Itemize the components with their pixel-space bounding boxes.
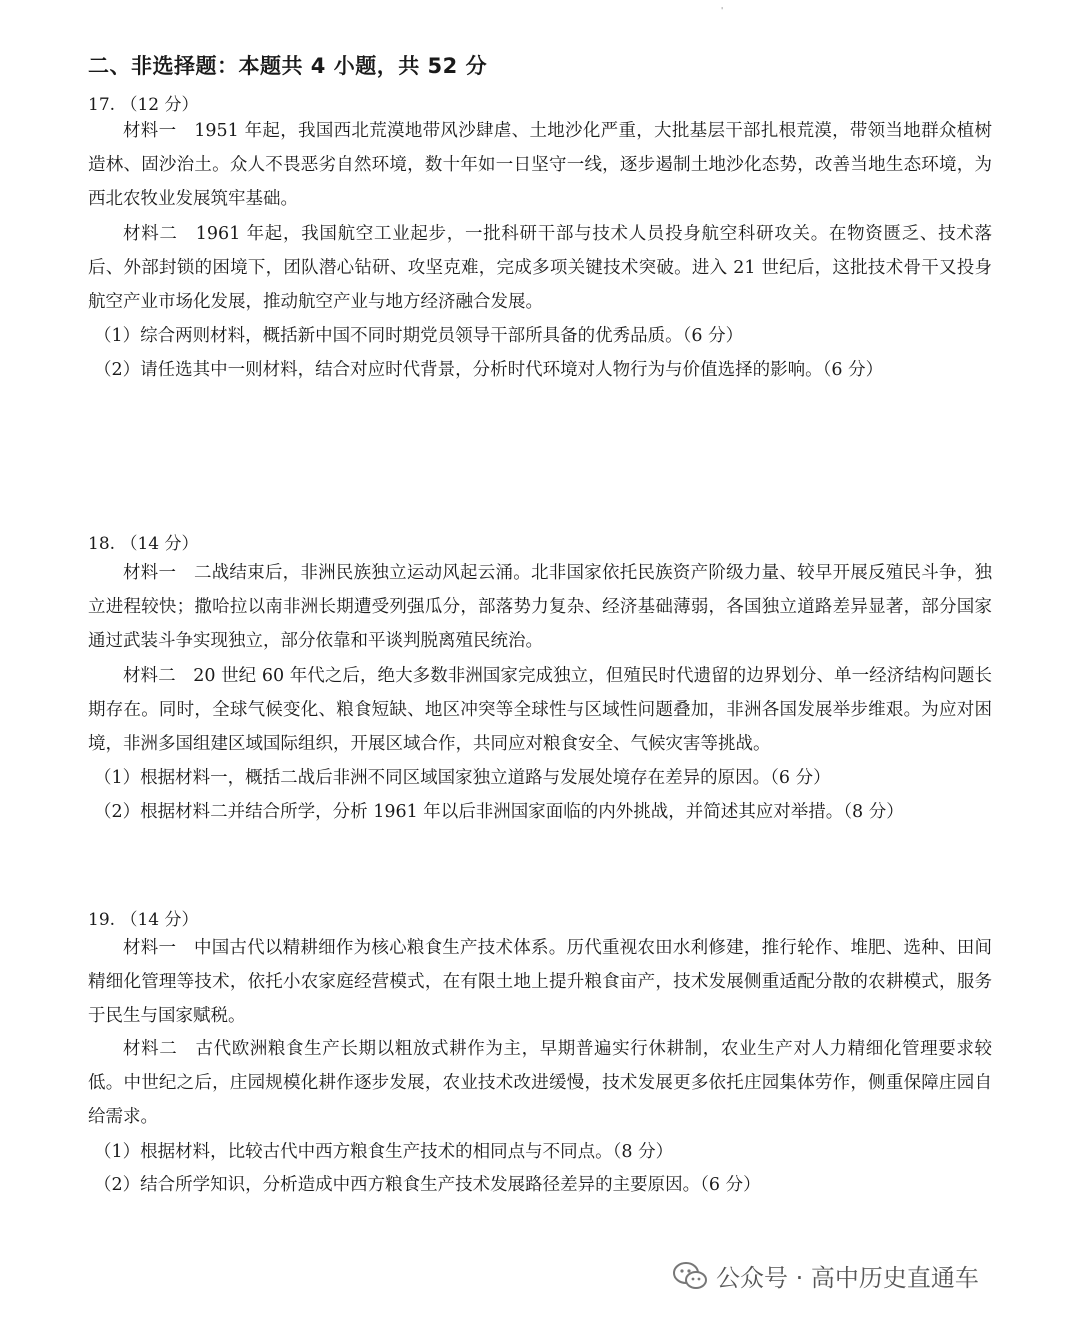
section-heading: 二、非选择题：本题共 4 小题，共 52 分 — [88, 54, 488, 78]
q19-material-1: 材料一 中国古代以精耕细作为核心粮食生产技术体系。历代重视农田水利修建，推行轮作、堆肥、选种、田间精细化管理等技术，依托小农家庭经营模式，在有限土地上提升粮食亩产，技术发展侧重适配分散的农耕模式，服务于民生与国家赋税。 — [88, 938, 992, 1026]
watermark-text: 公众号 · 高中历史直通车 — [716, 1264, 979, 1292]
q19-subquestion-1: （1）根据材料，比较古代中西方粮食生产技术的相同点与不同点。（8 分） — [94, 1142, 674, 1162]
question-17-number: 17. （12 分） — [88, 95, 199, 115]
question-18-number: 18. （14 分） — [88, 534, 199, 554]
question-19-number: 19. （14 分） — [88, 910, 199, 930]
q18-subquestion-1: （1）根据材料一，概括二战后非洲不同区域国家独立道路与发展处境存在差异的原因。（6 分） — [94, 768, 831, 788]
q19-material-2: 材料二 古代欧洲粮食生产长期以粗放式耕作为主，早期普遍实行休耕制，农业生产对人力精细化管理要求较低。中世纪之后，庄园规模化耕作逐步发展，农业技术改进缓慢，技术发展更多依托庄园集体劳作，侧重保障庄园自给需求。 — [88, 1039, 992, 1127]
scan-mark: ' — [721, 6, 724, 15]
watermark — [672, 1258, 979, 1293]
q19-subquestion-2: （2）结合所学知识，分析造成中西方粮食生产技术发展路径差异的主要原因。（6 分） — [94, 1175, 761, 1195]
q17-subquestion-2: （2）请任选其中一则材料，结合对应时代背景，分析时代环境对人物行为与价值选择的影响。（6 分） — [94, 360, 884, 380]
q18-material-1: 材料一 二战结束后，非洲民族独立运动风起云涌。北非国家依托民族资产阶级力量、较早开展反殖民斗争，独立进程较快；撒哈拉以南非洲长期遭受列强瓜分，部落势力复杂、经济基础薄弱，各国独立道路差异显著，部分国家通过武装斗争实现独立，部分依靠和平谈判脱离殖民统治。 — [88, 563, 992, 651]
q18-subquestion-2: （2）根据材料二并结合所学，分析 1961 年以后非洲国家面临的内外挑战，并简述其应对举措。（8 分） — [94, 802, 904, 822]
q18-material-2: 材料二 20 世纪 60 年代之后，绝大多数非洲国家完成独立，但殖民时代遗留的边界划分、单一经济结构问题长期存在。同时，全球气候变化、粮食短缺、地区冲突等全球性与区域性问题叠加，非洲各国发展举步维艰。为应对困境，非洲多国组建区域国际组织，开展区域合作，共同应对粮食安全、气候灾害等挑战。 — [88, 666, 992, 754]
q17-material-1: 材料一 1951 年起，我国西北荒漠地带风沙肆虐、土地沙化严重，大批基层干部扎根荒漠，带领当地群众植树造林、固沙治土。众人不畏恶劣自然环境，数十年如一日坚守一线，逐步遏制土地沙化态势，改善当地生态环境，为西北农牧业发展筑牢基础。 — [88, 121, 992, 209]
wechat-logo-icon — [672, 1261, 708, 1291]
q17-material-2: 材料二 1961 年起，我国航空工业起步，一批科研干部与技术人员投身航空科研攻关。在物资匮乏、技术落后、外部封锁的困境下，团队潜心钻研、攻坚克难，完成多项关键技术突破。进入 21 世纪后，这批技术骨干又投身航空产业市场化发展，推动航空产业与地方经济融合发展。 — [88, 224, 992, 312]
q17-subquestion-1: （1）综合两则材料，概括新中国不同时期党员领导干部所具备的优秀品质。（6 分） — [94, 326, 744, 346]
